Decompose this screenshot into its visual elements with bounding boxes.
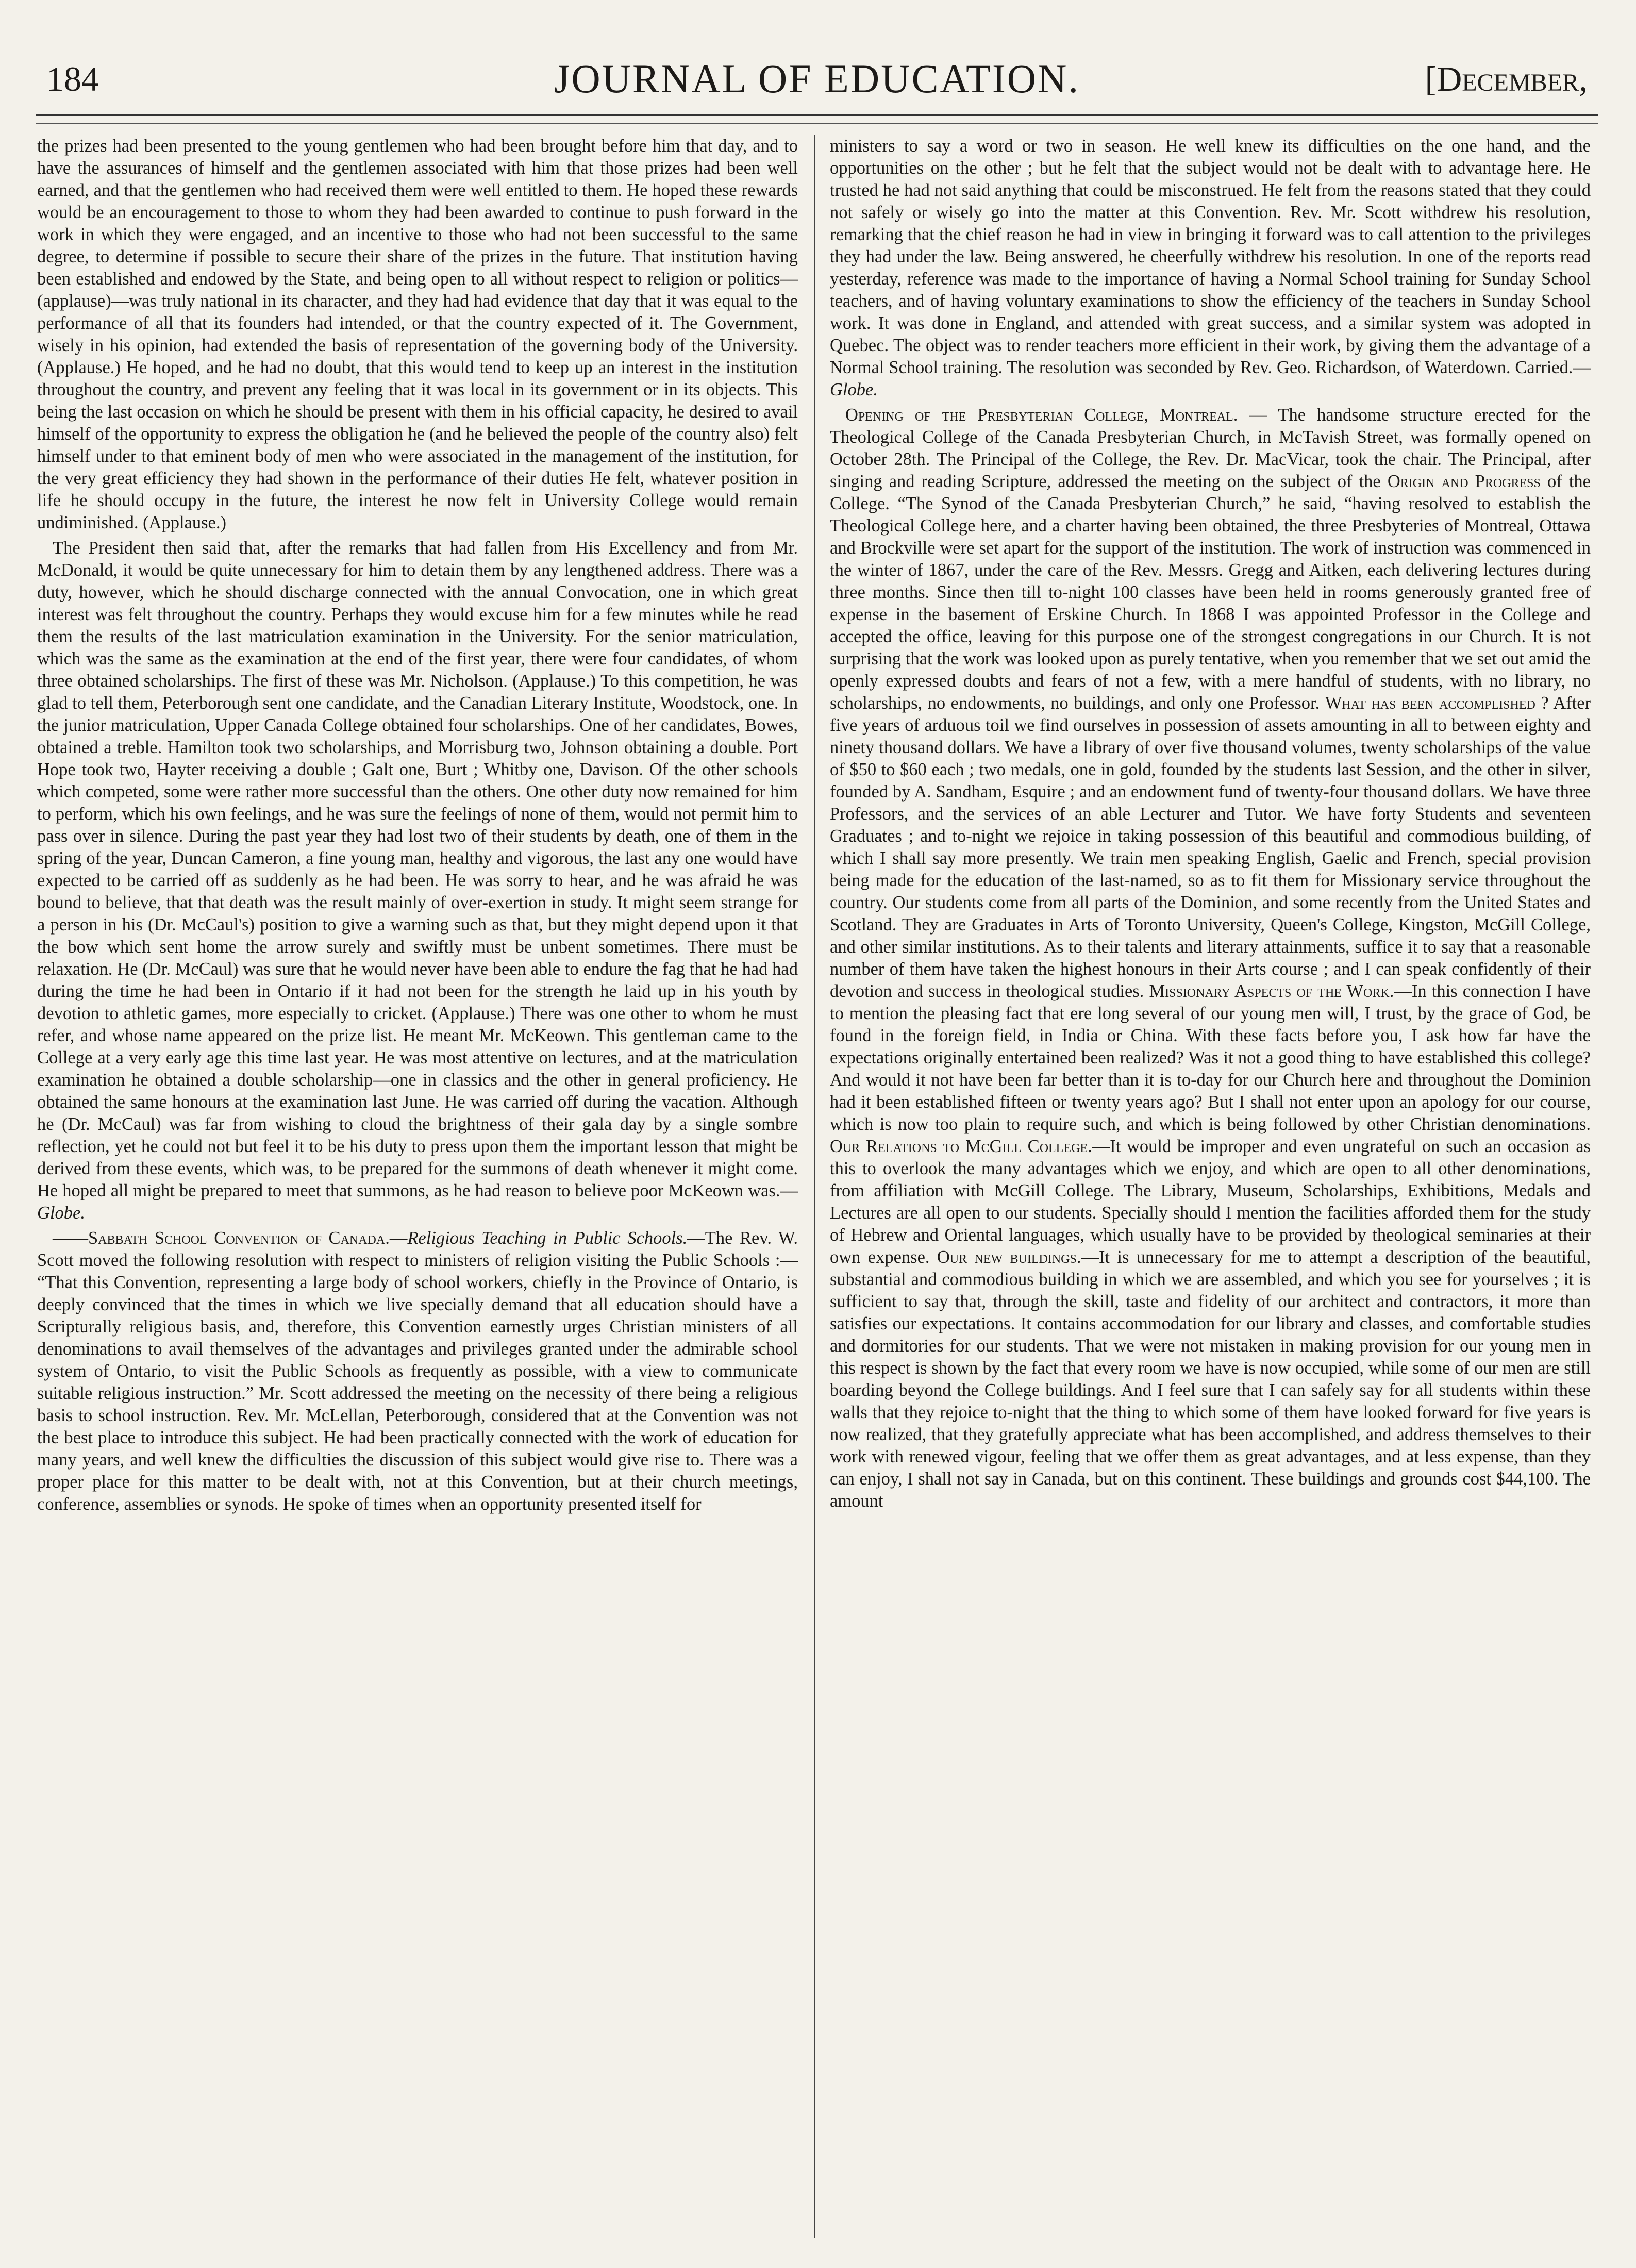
column-divider (814, 135, 815, 2238)
article-text-b: of the College. “The Synod of the Canada Presbyterian Church,” he said, “having resolved to establish the Theological College here, and a charter having been obtained, the three Presbyteries of Montreal, Ottawa and Brockville were set apart for the support of the institution. The work of instruction was commenced in the winter of 1867, under the care of the Rev. Messrs. Gregg and Aitken, each delivering lectures during three months. Since then till to-night 100 classes have been held in rooms generously granted free of expense in the basement of Erskine Church. In 1868 I was appointed Professor in the College and accepted the office, leaving for this purpose one of the strongest congregations in our Church. It is not surprising that the work was looked upon as purely tentative, when you remember that we set out amid the openly expressed doubts and fears of not a few, with a mere handful of students, with no library, no scholarships, no endowments, no buildings, and only one Professor. (830, 472, 1591, 713)
subheading-new-buildings: Our new buildings. (937, 1247, 1081, 1267)
right-paragraph-1-text: ministers to say a word or two in season. He well knew its difficulties on the one hand, and the opportunities on the other ; but he felt that the subject would not be dealt with to advantage here. He trusted he had not said anything that could be misconstrued. He felt from the reasons stated that they could not safely or wisely go into the matter at this Convention. Rev. Mr. Scott withdrew his resolution, remarking that the chief reason he had in view in bringing it forward was to call attention to the privileges they had under the law. Being answered, he cheerfully withdrew his resolution. In one of the reports read yesterday, reference was made to the importance of having a Normal School training for Sunday School teachers, and of having voluntary examinations to show the efficiency of the teachers in Sunday School work. It was done in England, and attended with great success, and a similar system was adopted in Quebec. The object was to render teachers more efficient in their work, by giving them the advantage of a Normal School training. The resolution was seconded by Rev. Geo. Richardson, of Waterdown. Carried.— (830, 136, 1591, 377)
header-rule-thin (36, 123, 1598, 124)
journal-title: JOURNAL OF EDUCATION. (554, 56, 1080, 101)
subheading-missionary: Missionary Aspects of the Work. (1149, 981, 1394, 1001)
header-date: [December, (1425, 59, 1588, 98)
right-column (830, 135, 1591, 2238)
article-text-f: —It is unnecessary for me to attempt a description of the beautiful, substantial and commodious building in which we are assembled, and which you see for yourselves ; it is sufficient to say that, through the skill, taste and fidelity of our architect and contractors, it more than satisfies our expectations. It contains accommodation for our library and classes, and comfortable studies and dormitories for our students. That we were not mistaken in making provision for our young men in this respect is shown by the fact that every room we have is now occupied, while some of our men are still boarding beyond the College buildings. And I feel sure that I can safely say for all students within these walls that they rejoice to-night that the thing to which some of them have looked forward for five years is now realized, that they gratefully appreciate what has been accomplished, and address themselves to their work with renewed vigour, feeling that we offer them as great advantages, and at less expense, than they can enjoy, I shall not say in Canada, but on this continent. These buildings and grounds cost $44,100. The amount (830, 1247, 1591, 1511)
right-paragraph-1 (830, 135, 1591, 401)
left-paragraph-2-text: The President then said that, after the remarks that had fallen from His Excellency and from Mr. McDonald, it would be quite unnecessary for him to detain them by any lengthened address. There was a duty, however, which he should discharge connected with the annual Convocation, one in which great interest was felt throughout the country. Perhaps they would excuse him for a few minutes while he read them the results of the last matriculation examination in the University. For the senior matriculation, which was the same as the examination at the end of the first year, there were four candidates, of whom three obtained scholarships. The first of these was Mr. Nicholson. (Applause.) To this competition, he was glad to tell them, Peterborough sent one candidate, and the Canadian Literary Institute, Woodstock, one. In the junior matriculation, Upper Canada College obtained four scholarships. One of her candidates, Bowes, obtained a treble. Hamilton took two scholarships, and Morrisburg two, Johnson obtaining a double. Port Hope took two, Hayter receiving a double ; Galt one, Burt ; Whitby one, Davison. Of the other schools which competed, some were rather more successful than the others. One other duty now remained for him to perform, which his own feelings, and he was sure the feelings of none of them, would not permit him to pass over in silence. During the past year they had lost two of their students by death, one of them in the spring of the year, Duncan Cameron, a fine young man, healthy and vigorous, the last any one would have expected to be carried off as suddenly as he had been. He was sorry to hear, and he was afraid he was bound to believe, that that death was the result mainly of over-exertion in study. It might seem strange for a person in his (Dr. McCaul's) position to give a warning such as that, but they might depend upon it that the bow which sent home the arrow surely and swiftly must be unbent sometimes. There must be relaxation. He (Dr. McCaul) was sure that he would never have been able to endure the fag that he had had during the time he had been in Ontario if it had not been for the strength he laid up in his youth by devotion to athletic games, more especially to cricket. (Applause.) There was one other to whom he must refer, and whose name appeared on the prize list. He meant Mr. McKeown. This gentleman came to the College at a very early age this time last year. He was most attentive on lectures, and at the matriculation examination he obtained a double scholarship—one in classics and the other in general proficiency. He obtained the same honours at the examination last June. He was carried off during the vacation. Although he (Dr. McCaul) was far from wishing to cloud the brightness of their gala day by a single sombre reflection, yet he could not but feel it to be his duty to press upon them the important lesson that might be derived from these events, which was, to be prepared for the summons of death whenever it might come. He hoped all might be prepared to meet that summons, as he had reason to believe poor McKeown was.— (37, 538, 798, 1200)
sabbath-school-article (37, 1227, 798, 1515)
header-rule (36, 114, 1598, 116)
article-text-d: —In this connection I have to mention the pleasing fact that ere long several of our young men will, I trust, by the grace of God, be found in the foreign field, in India or China. With these facts before you, I ask how far have the expectations originally entertained been realized? Was it not a good thing to have established this college? And would it not have been far better than it is to-day for our Church here and throughout the Dominion had it been established fifteen or twenty years ago? But I shall not enter upon an apology for our course, which is now too plain to require such, and which is being followed by other Christian denominations. (830, 981, 1591, 1134)
article-text-e: —It would be improper and even ungrateful on such an occasion as this to overlook the many advantages which we enjoy, and which are open to all other denominations, from affiliation with McGill College. The Library, Museum, Scholarships, Exhibitions, Medals and Lectures are all open to our students. Specially should I mention the facilities afforded them for the study of Hebrew and Oriental languages, which usually have to be provided by theological seminaries at their own expense. (830, 1137, 1591, 1267)
article-text-c: After five years of arduous toil we find ourselves in possession of assets amounting in all to between eighty and ninety thousand dollars. We have a library of over five thousand volumes, twenty scholarships of the value of $50 to $60 each ; two medals, one in gold, founded by the students last Session, and the other in silver, founded by A. Sandham, Esquire ; and an endowment fund of twenty-four thousand dollars. We have three Professors, and the services of an able Lecturer and Tutor. We have forty Students and seventeen Graduates ; and to-night we rejoice in taking possession of this beautiful and commodious building, of which I shall say more presently. We train men speaking English, Gaelic and French, special provision being made for the education of the last-named, so as to fit them for Missionary service throughout the country. Our students come from all parts of the Dominion, and some recently from the United States and Scotland. They are Graduates in Arts of Toronto University, Queen's College, Kingston, McGill College, and other similar institutions. As to their talents and literary attainments, suffice it to say that a reasonable number of them have taken the highest honours in their Arts course ; and I can speak confidently of their devotion and success in theological studies. (830, 693, 1591, 1001)
article-heading-sabbath: ——Sabbath School Convention of Canada.— (53, 1228, 408, 1248)
presbyterian-college-article (830, 404, 1591, 1512)
page-header (36, 25, 1598, 107)
left-paragraph-2 (37, 537, 798, 1224)
article-subheading-religious-teaching: Religious Teaching in Public Schools. (407, 1228, 688, 1248)
page-number: 184 (46, 59, 99, 98)
subheading-origin-progress: Origin and Progress (1387, 472, 1541, 491)
sabbath-school-text: —The Rev. W. Scott moved the following resolution with respect to ministers of religion visiting the Public Schools :— “That this Convention, representing a large body of school workers, chiefly in the Province of Ontario, is deeply convinced that the times in which we live specially demand that all education should have a Scripturally religious basis, and, therefore, this Convention earnestly urges Christian ministers of all denominations to avail themselves of the advantages and privileges granted under the admirable school system of Ontario, to visit the Public Schools as frequently as possible, with a view to communicate suitable religious instruction.” Mr. Scott addressed the meeting on the necessity of there being a religious basis to school instruction. Rev. Mr. McLellan, Peterborough, considered that at the Convention was not the best place to introduce this subject. He had been practically connected with the work of education for many years, and well knew the difficulties the discussion of this subject would give rise to. There was a proper place for this matter to be dealt with, not at this Convention, but at their church meetings, conference, assemblies or synods. He spoke of times when an opportunity presented itself for (37, 1228, 798, 1514)
article-text-a: — The handsome structure erected for the Theological College of the Canada Presbyterian Church, in McTavish Street, was formally opened on October 28th. The Principal of the College, the Rev. Dr. MacVicar, took the chair. The Principal, after singing and reading Scripture, addressed the meeting on the subject of the (830, 405, 1591, 491)
subheading-accomplished: What has been accomplished ? (1325, 693, 1549, 713)
subheading-mcgill-relations: Our Relations to McGill College. (830, 1137, 1092, 1156)
source-globe-2: Globe. (830, 380, 878, 399)
left-paragraph-1: the prizes had been presented to the young gentlemen who had been brought before him that day, and to have the assurances of himself and the gentlemen associated with him that those prizes had been well earned, and that the gentlemen who had received them were well entitled to them. He hoped these rewards would be an encouragement to those to whom they had been awarded to continue to push forward in the work in which they were engaged, and an incentive to those who had not been successful to the same degree, to determine if possible to secure their share of the prizes in the future. That institution having been established and endowed by the State, and being open to all without respect to religion or politics—(applause)—was truly national in its character, and they had had evidence that day that it was equal to the performance of all that its founders had intended, or that the country expected of it. The Government, wisely in his opinion, had extended the basis of representation of the governing body of the University. (Applause.) He hoped, and he had no doubt, that this would tend to keep up an interest in the institution throughout the country, and prevent any feeling that it was local in its government or in its objects. This being the last occasion on which he should be present with them in his official capacity, he desired to avail himself of the opportunity to express the obligation he (and he believed the people of the country also) felt himself under to that eminent body of men who were associated in the management of the institution, for the very great efficiency they had shown in the performance of their duties He felt, whatever position in life he should occupy in the future, the interest he now felt in University College would remain undiminished. (Applause.) (37, 136, 798, 532)
source-globe: Globe. (37, 1203, 85, 1223)
left-column (37, 135, 798, 2238)
article-heading-presbyterian-college: Opening of the Presbyterian College, Montreal. (845, 405, 1238, 425)
